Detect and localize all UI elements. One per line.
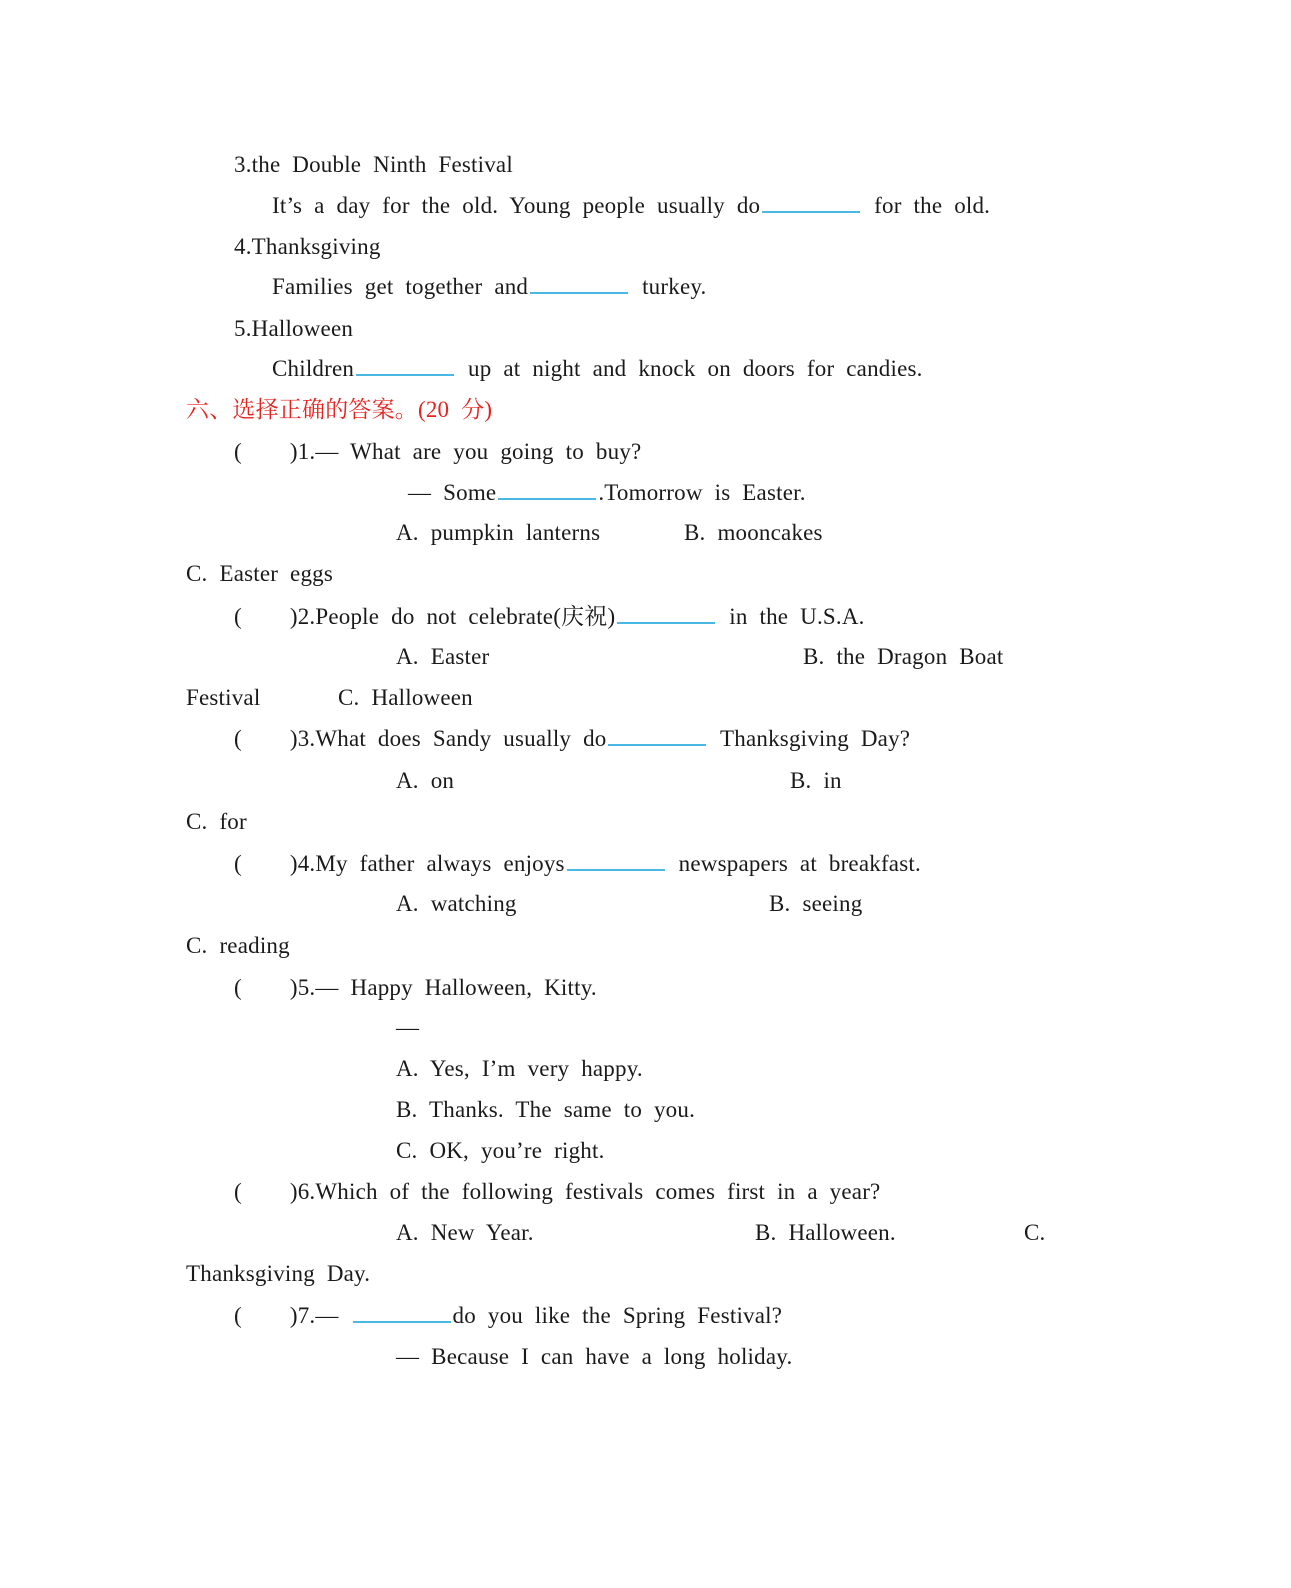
answer-blank[interactable] (353, 1303, 451, 1323)
answer-blank[interactable] (762, 193, 860, 213)
question-1: ( )1.— What are you going to buy? (234, 439, 642, 464)
option-c: C. (1024, 1220, 1046, 1245)
option-a: A. Yes, I’m very happy. (396, 1056, 643, 1081)
option-a: A. pumpkin lanterns (396, 520, 601, 545)
item-sentence: Families get together and turkey. (272, 274, 707, 299)
answer-blank[interactable] (617, 604, 715, 624)
question-7-response: — Because I can have a long holiday. (396, 1344, 793, 1369)
option-c: C. OK, you’re right. (396, 1138, 605, 1163)
option-b: B. in (790, 768, 842, 793)
option-b: B. the Dragon Boat (803, 644, 1004, 669)
answer-blank[interactable] (567, 851, 665, 871)
option-a: A. Easter (396, 644, 490, 669)
item-sentence: It’s a day for the old. Young people usually do for the old. (272, 193, 991, 218)
answer-blank[interactable] (608, 726, 706, 746)
question-5: ( )5.— Happy Halloween, Kitty. (234, 975, 597, 1000)
option-a: A. New Year. (396, 1220, 534, 1245)
item-title: 4.Thanksgiving (234, 234, 381, 259)
response-dash: — (396, 1015, 420, 1040)
option-a: A. on (396, 768, 455, 793)
answer-blank[interactable] (356, 356, 454, 376)
question-3: ( )3.What does Sandy usually do Thanksgiving Day? (234, 726, 911, 751)
answer-blank[interactable] (498, 480, 596, 500)
option-b: B. seeing (769, 891, 863, 916)
item-title: 5.Halloween (234, 316, 354, 341)
question-2: ( )2.People do not celebrate(庆祝) in the U.S.A. (234, 604, 865, 629)
option-b: B. mooncakes (684, 520, 823, 545)
question-7: ( )7.— do you like the Spring Festival? (234, 1303, 783, 1328)
option-c: C. Halloween (338, 685, 473, 710)
option-b: B. Halloween. (755, 1220, 896, 1245)
option-c-continued: Thanksgiving Day. (186, 1261, 371, 1286)
answer-blank[interactable] (530, 274, 628, 294)
option-b: B. Thanks. The same to you. (396, 1097, 696, 1122)
option-c: C. for (186, 809, 247, 834)
question-6: ( )6.Which of the following festivals comes first in a year? (234, 1179, 881, 1204)
item-title: 3.the Double Ninth Festival (234, 152, 513, 177)
option-b-continued: Festival (186, 685, 261, 710)
question-4: ( )4.My father always enjoys newspapers at breakfast. (234, 851, 921, 876)
option-c: C. reading (186, 933, 290, 958)
option-c: C. Easter eggs (186, 561, 334, 586)
question-1-response: — Some .Tomorrow is Easter. (408, 480, 806, 505)
option-a: A. watching (396, 891, 517, 916)
section-heading: 六、选择正确的答案。(20 分) (186, 397, 493, 422)
item-sentence: Children up at night and knock on doors for candies. (272, 356, 923, 381)
